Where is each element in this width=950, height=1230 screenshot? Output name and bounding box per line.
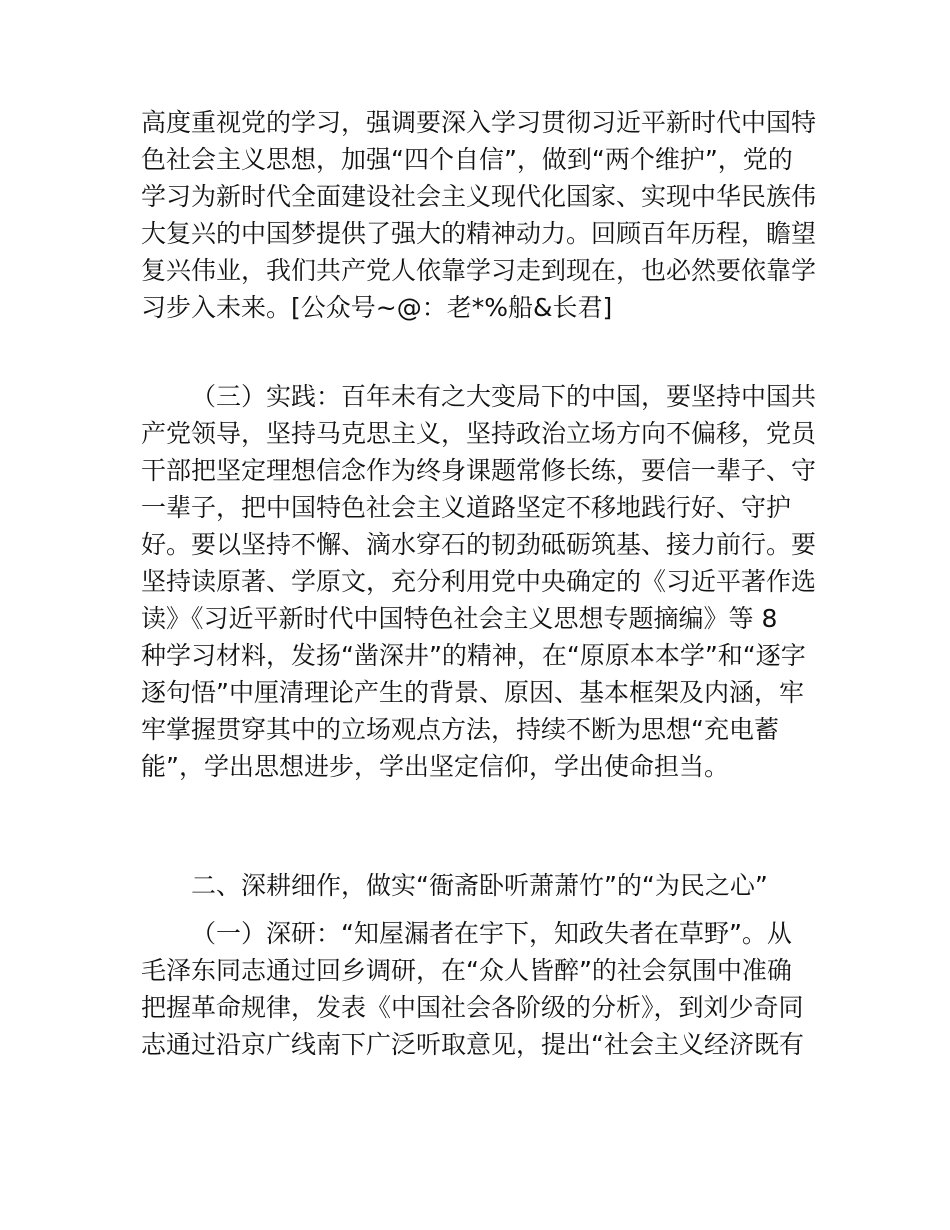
text-line: 大复兴的中国梦提供了强大的精神动力。回顾百年历程，瞻望 bbox=[141, 219, 817, 248]
text-line: 种学习材料，发扬“凿深井”的精神，在“原原本本学”和“逐字 bbox=[141, 641, 806, 670]
text-line: 坚持读原著、学原文，充分利用党中央确定的《习近平著作选 bbox=[141, 567, 817, 596]
text-line: 产党领导，坚持马克思主义，坚持政治立场方向不偏移，党员 bbox=[141, 419, 817, 448]
text-line: （一）深研：“知屋漏者在宇下，知政失者在草野”。从 bbox=[191, 919, 792, 948]
text-line: 毛泽东同志通过回乡调研，在“众人皆醉”的社会氛围中准确 bbox=[141, 956, 792, 985]
section-heading bbox=[141, 867, 831, 904]
text-line: （三）实践：百年未有之大变局下的中国，要坚持中国共 bbox=[191, 382, 817, 411]
text-line: 干部把坚定理想信念作为终身课题常修长练，要信一辈子、守 bbox=[141, 456, 817, 485]
text-line: 逐句悟”中厘清理论产生的背景、原因、基本框架及内涵，牢 bbox=[141, 678, 804, 707]
paragraph-practice bbox=[141, 378, 831, 785]
text-line: 好。要以坚持不懈、滴水穿石的韧劲砥砺筑基、接力前行。要 bbox=[141, 530, 817, 559]
text-line: 复兴伟业，我们共产党人依靠学习走到现在，也必然要依靠学 bbox=[141, 256, 817, 285]
section-heading-text: 二、深耕细作，做实“衙斋卧听萧萧竹”的“为民之心” bbox=[191, 871, 768, 900]
text-line: 牢掌握贯穿其中的立场观点方法，持续不断为思想“充电蓄 bbox=[141, 715, 779, 744]
text-line: 志通过沿京广线南下广泛听取意见，提出“社会主义经济既有 bbox=[141, 1030, 804, 1059]
text-line: 把握革命规律，发表《中国社会各阶级的分析》，到刘少奇同 bbox=[141, 993, 804, 1022]
text-line: 读》《习近平新时代中国特色社会主义思想专题摘编》等 8 bbox=[141, 604, 778, 633]
text-line: 一辈子，把中国特色社会主义道路坚定不移地践行好、守护 bbox=[141, 493, 792, 522]
text-line: 高度重视党的学习，强调要深入学习贯彻习近平新时代中国特 bbox=[141, 108, 817, 137]
text-line: 色社会主义思想，加强“四个自信”，做到“两个维护”，党的 bbox=[141, 145, 793, 174]
paragraph-study-importance bbox=[141, 104, 831, 326]
text-line: 能”，学出思想进步，学出坚定信仰，学出使命担当。 bbox=[141, 752, 729, 781]
text-line: 习步入未来。[公众号~@：老*%船&长君] bbox=[141, 293, 613, 322]
text-line: 学习为新时代全面建设社会主义现代化国家、实现中华民族伟 bbox=[141, 182, 817, 211]
paragraph-deep-research bbox=[141, 915, 831, 1063]
